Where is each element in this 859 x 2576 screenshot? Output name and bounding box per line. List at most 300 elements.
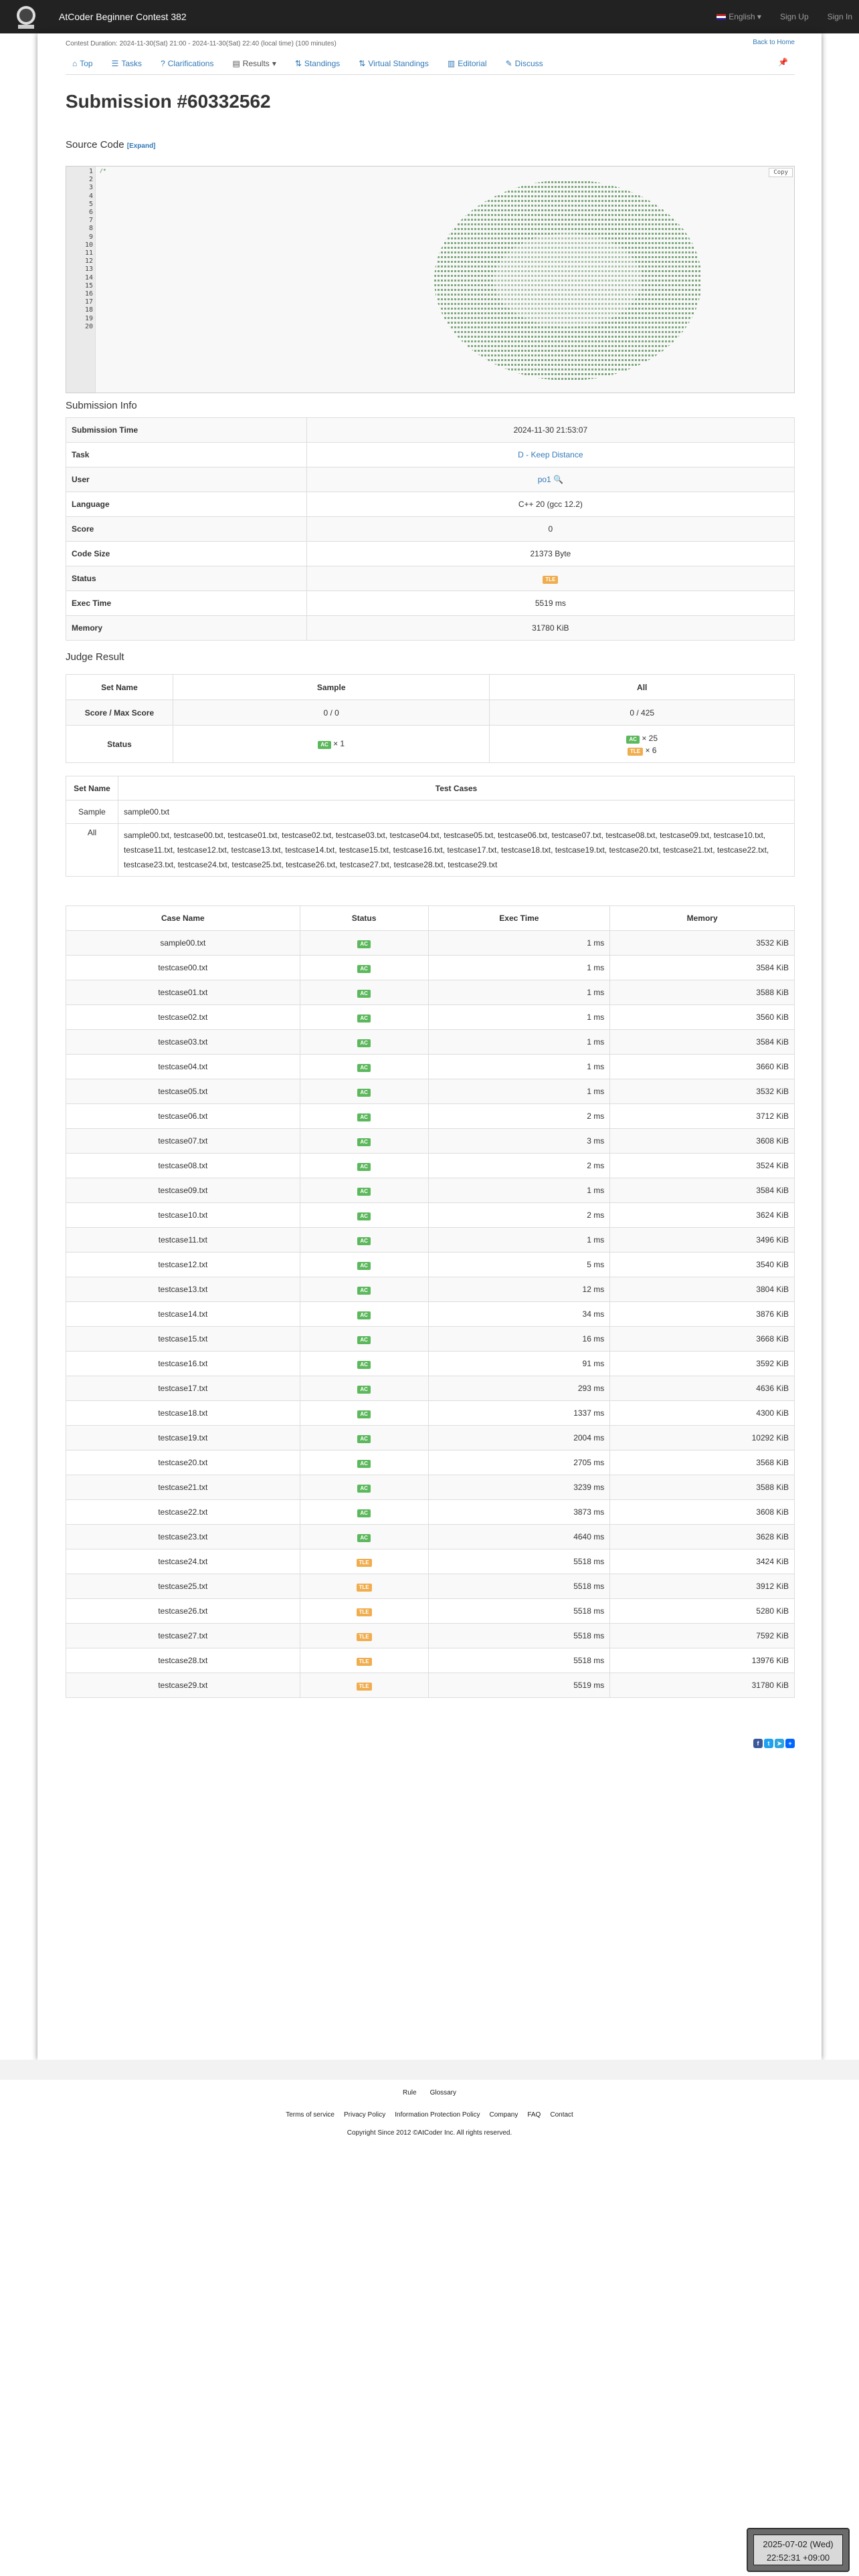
set-name-sample: Sample (66, 800, 118, 824)
case-memory: 3668 KiB (610, 1327, 795, 1352)
status-badge: AC (357, 1064, 371, 1072)
case-exec-time: 1 ms (428, 1030, 610, 1055)
case-status-cell (300, 1475, 428, 1500)
line-number: 7 (88, 217, 93, 225)
case-name: testcase12.txt (66, 1253, 300, 1277)
line-number: 18 (84, 306, 93, 314)
clock-date: 2025-07-02 (Wed) (763, 2539, 834, 2549)
table-row (66, 1327, 795, 1352)
case-status-cell (300, 1451, 428, 1475)
info-key: Score (66, 517, 307, 542)
standings-icon: ⇅ (294, 58, 302, 68)
case-status-cell (300, 1055, 428, 1079)
status-badge: AC (357, 1534, 371, 1542)
col-status: Status (300, 906, 428, 931)
case-name: testcase10.txt (66, 1203, 300, 1228)
info-row (66, 443, 795, 467)
case-name: testcase11.txt (66, 1228, 300, 1253)
case-memory: 3624 KiB (610, 1203, 795, 1228)
case-memory: 5280 KiB (610, 1599, 795, 1624)
submission-info-table (66, 417, 795, 641)
footer-link-info-protection[interactable]: Information Protection Policy (395, 2111, 480, 2119)
share-buttons (753, 1739, 795, 1748)
case-exec-time: 4640 ms (428, 1525, 610, 1549)
case-status-cell (300, 1253, 428, 1277)
table-row (66, 1673, 795, 1698)
case-memory: 7592 KiB (610, 1624, 795, 1648)
main-panel (37, 33, 822, 2060)
info-row (66, 517, 795, 542)
case-status-cell (300, 1599, 428, 1624)
language-selector[interactable]: English ▾ (717, 12, 761, 21)
table-row (66, 980, 795, 1005)
memory-value: 31780 KiB (306, 616, 794, 641)
case-name: testcase03.txt (66, 1030, 300, 1055)
ac-badge: AC (318, 741, 331, 749)
case-exec-time: 5518 ms (428, 1599, 610, 1624)
set-name-header: Set Name (66, 675, 173, 700)
case-exec-time: 5518 ms (428, 1574, 610, 1599)
case-exec-time: 1 ms (428, 1228, 610, 1253)
line-number: 13 (84, 265, 93, 274)
line-number: 17 (84, 298, 93, 306)
line-number: 1 (88, 168, 93, 175)
case-status-cell (300, 1376, 428, 1401)
search-icon[interactable]: 🔍 (553, 475, 564, 484)
case-exec-time: 1 ms (428, 1079, 610, 1104)
case-memory: 4636 KiB (610, 1376, 795, 1401)
sample-ac-count: × 1 (333, 739, 345, 748)
home-icon: ⌂ (72, 58, 78, 68)
status-badge: TLE (357, 1559, 372, 1567)
case-status-cell (300, 1302, 428, 1327)
tab-editorial[interactable]: ▥ Editorial (447, 58, 487, 68)
table-row (66, 1525, 795, 1549)
table-row (66, 1599, 795, 1624)
expand-link[interactable]: [Expand] (126, 142, 156, 150)
info-row (66, 418, 795, 443)
case-memory: 4300 KiB (610, 1401, 795, 1426)
case-status-cell (300, 1079, 428, 1104)
table-row (66, 1005, 795, 1030)
footer-band (0, 2060, 859, 2080)
case-name: testcase23.txt (66, 1525, 300, 1549)
submission-info-heading: Submission Info (66, 400, 137, 411)
case-name: testcase28.txt (66, 1648, 300, 1673)
case-name: testcase06.txt (66, 1104, 300, 1129)
case-name: testcase07.txt (66, 1129, 300, 1154)
line-number: 19 (84, 314, 93, 322)
case-exec-time: 1 ms (428, 1178, 610, 1203)
info-row (66, 566, 795, 591)
case-memory: 3660 KiB (610, 1055, 795, 1079)
line-number: 16 (84, 290, 93, 298)
case-memory: 3804 KiB (610, 1277, 795, 1302)
info-key: Submission Time (66, 418, 307, 443)
status-badge: AC (357, 990, 371, 998)
case-exec-time: 2 ms (428, 1154, 610, 1178)
case-name: testcase22.txt (66, 1500, 300, 1525)
status-badge: TLE (357, 1633, 372, 1641)
sample-header: Sample (173, 675, 490, 700)
status-badge: AC (357, 1509, 371, 1517)
status-badge: AC (357, 1188, 371, 1196)
case-name: testcase17.txt (66, 1376, 300, 1401)
status-badge: AC (357, 1089, 371, 1097)
info-row (66, 616, 795, 641)
status-badge: TLE (357, 1658, 372, 1666)
case-exec-time: 5519 ms (428, 1673, 610, 1698)
status-badge: TLE (543, 576, 558, 584)
table-row (66, 1500, 795, 1525)
case-memory: 3584 KiB (610, 1178, 795, 1203)
table-row (66, 1203, 795, 1228)
footer-link-contact[interactable]: Contact (550, 2111, 573, 2119)
case-name: testcase01.txt (66, 980, 300, 1005)
case-exec-time: 2 ms (428, 1104, 610, 1129)
case-memory: 3588 KiB (610, 1475, 795, 1500)
footer-link-rule[interactable]: Rule (402, 2089, 417, 2097)
table-row (66, 1648, 795, 1673)
status-badge: AC (357, 1361, 371, 1369)
case-status-cell (300, 931, 428, 956)
status-badge: AC (357, 1287, 371, 1295)
facebook-share-icon[interactable]: f (753, 1739, 763, 1748)
copyright: Copyright Since 2012 ©AtCoder Inc. All rights reserved. (347, 2129, 512, 2137)
case-memory: 3560 KiB (610, 1005, 795, 1030)
case-memory: 3568 KiB (610, 1451, 795, 1475)
status-badge: AC (357, 1262, 371, 1270)
case-exec-time: 16 ms (428, 1327, 610, 1352)
case-exec-time: 3873 ms (428, 1500, 610, 1525)
status-badge: AC (357, 1485, 371, 1493)
status-badge: AC (357, 1163, 371, 1171)
info-key: Code Size (66, 542, 307, 566)
info-row (66, 467, 795, 492)
case-memory: 3524 KiB (610, 1154, 795, 1178)
table-row (66, 1302, 795, 1327)
case-status-cell (300, 1426, 428, 1451)
case-name: testcase02.txt (66, 1005, 300, 1030)
case-memory: 10292 KiB (610, 1426, 795, 1451)
case-memory: 3876 KiB (610, 1302, 795, 1327)
score-label: Score / Max Score (66, 700, 173, 726)
table-row (66, 956, 795, 980)
sample-case-list: sample00.txt (118, 800, 795, 824)
case-memory: 3628 KiB (610, 1525, 795, 1549)
line-number: 15 (84, 282, 93, 290)
source-code-heading: Source Code (66, 139, 124, 150)
case-memory: 3608 KiB (610, 1500, 795, 1525)
table-row (66, 1426, 795, 1451)
pin-icon[interactable]: 📌 (778, 58, 788, 67)
case-memory: 3496 KiB (610, 1228, 795, 1253)
case-exec-time: 293 ms (428, 1376, 610, 1401)
copy-button[interactable]: Copy (769, 168, 793, 177)
judge-result-heading: Judge Result (66, 651, 124, 663)
info-row (66, 542, 795, 566)
status-badge: AC (357, 965, 371, 973)
test-cases-table (66, 905, 795, 1698)
status-badge: AC (357, 1014, 371, 1023)
line-number: 8 (88, 225, 93, 233)
tab-virtual-standings[interactable]: ⇅ Virtual Standings (359, 58, 429, 68)
source-code-viewer[interactable] (66, 166, 795, 393)
table-row (66, 931, 795, 956)
footer-link-privacy[interactable]: Privacy Policy (343, 2111, 386, 2119)
line-number: 5 (88, 200, 93, 208)
case-status-cell (300, 1154, 428, 1178)
all-ac-count: × 25 (642, 733, 658, 743)
case-status-cell (300, 1005, 428, 1030)
status-badge: AC (357, 1311, 371, 1319)
test-sets-table (66, 776, 795, 877)
case-status-cell (300, 1401, 428, 1426)
sign-up-link[interactable]: Sign Up (779, 12, 809, 21)
case-exec-time: 5518 ms (428, 1648, 610, 1673)
ascii-art-graphic (427, 180, 708, 393)
info-row (66, 492, 795, 517)
case-status-cell (300, 1500, 428, 1525)
task-link[interactable]: D - Keep Distance (518, 450, 583, 459)
table-row (66, 1228, 795, 1253)
code-size-value: 21373 Byte (306, 542, 794, 566)
case-status-cell (300, 1624, 428, 1648)
fixed-clock (747, 2528, 850, 2572)
case-status-cell (300, 1129, 428, 1154)
line-number: 20 (84, 322, 93, 330)
standings-icon: ⇅ (359, 58, 366, 68)
language-value: C++ 20 (gcc 12.2) (306, 492, 794, 517)
table-row (66, 1549, 795, 1574)
status-badge: AC (357, 1113, 371, 1121)
case-name: testcase27.txt (66, 1624, 300, 1648)
line-number: 10 (84, 241, 93, 249)
case-status-cell (300, 1574, 428, 1599)
case-status-cell (300, 1178, 428, 1203)
case-exec-time: 3239 ms (428, 1475, 610, 1500)
case-status-cell (300, 1277, 428, 1302)
case-memory: 13976 KiB (610, 1648, 795, 1673)
case-exec-time: 1337 ms (428, 1401, 610, 1426)
line-number: 11 (84, 249, 93, 257)
case-memory: 3588 KiB (610, 980, 795, 1005)
all-score: 0 / 425 (490, 700, 795, 726)
case-status-cell (300, 1549, 428, 1574)
table-row (66, 1376, 795, 1401)
all-header: All (490, 675, 795, 700)
col-exec-time: Exec Time (428, 906, 610, 931)
case-status-cell (300, 1673, 428, 1698)
case-memory: 3424 KiB (610, 1549, 795, 1574)
case-memory: 3584 KiB (610, 1030, 795, 1055)
case-name: testcase16.txt (66, 1352, 300, 1376)
line-number: 12 (84, 257, 93, 265)
contest-brand[interactable]: AtCoder Beginner Contest 382 (59, 11, 187, 22)
case-status-cell (300, 980, 428, 1005)
info-key: Exec Time (66, 591, 307, 616)
score-value: 0 (306, 517, 794, 542)
footer-link-glossary[interactable]: Glossary (430, 2089, 457, 2097)
info-key: Task (66, 443, 307, 467)
col-case-name: Case Name (66, 906, 300, 931)
case-memory: 3608 KiB (610, 1129, 795, 1154)
case-exec-time: 12 ms (428, 1277, 610, 1302)
info-key: Memory (66, 616, 307, 641)
tab-tasks[interactable]: ☰ Tasks (111, 58, 142, 68)
exec-time-value: 5519 ms (306, 591, 794, 616)
set-name-all: All (66, 824, 118, 877)
table-row (66, 1079, 795, 1104)
question-icon: ? (161, 58, 165, 68)
case-status-cell (300, 1327, 428, 1352)
status-badge: AC (357, 1410, 371, 1418)
case-exec-time: 2 ms (428, 1203, 610, 1228)
case-memory: 31780 KiB (610, 1673, 795, 1698)
line-number: 6 (88, 209, 93, 216)
case-name: testcase13.txt (66, 1277, 300, 1302)
case-memory: 3912 KiB (610, 1574, 795, 1599)
editorial-icon: ▥ (447, 58, 456, 68)
case-name: testcase21.txt (66, 1475, 300, 1500)
case-name: testcase20.txt (66, 1451, 300, 1475)
add-share-icon[interactable]: + (785, 1739, 795, 1748)
case-name: testcase19.txt (66, 1426, 300, 1451)
case-exec-time: 1 ms (428, 956, 610, 980)
case-name: testcase24.txt (66, 1549, 300, 1574)
status-badge: AC (357, 1435, 371, 1443)
case-name: testcase08.txt (66, 1154, 300, 1178)
case-name: testcase05.txt (66, 1079, 300, 1104)
case-exec-time: 3 ms (428, 1129, 610, 1154)
case-memory: 3592 KiB (610, 1352, 795, 1376)
footer-link-company[interactable]: Company (489, 2111, 518, 2119)
tle-badge: TLE (628, 748, 643, 756)
table-row (66, 1104, 795, 1129)
case-exec-time: 91 ms (428, 1352, 610, 1376)
status-badge: AC (357, 1039, 371, 1047)
tab-clarifications[interactable]: ? Clarifications (161, 58, 214, 68)
table-row (66, 1154, 795, 1178)
status-badge: TLE (357, 1683, 372, 1691)
status-badge: AC (357, 1237, 371, 1245)
tab-results[interactable]: ▤ Results ▾ (232, 58, 276, 68)
table-row (66, 1253, 795, 1277)
sets-col-test-cases: Test Cases (118, 776, 795, 800)
case-memory: 3532 KiB (610, 931, 795, 956)
atcoder-logo-icon (11, 2, 41, 31)
case-exec-time: 1 ms (428, 1055, 610, 1079)
case-status-cell (300, 1203, 428, 1228)
case-exec-time: 2004 ms (428, 1426, 610, 1451)
case-status-cell (300, 1104, 428, 1129)
line-number: 9 (88, 233, 93, 241)
uk-flag-icon (717, 14, 726, 20)
case-exec-time: 2705 ms (428, 1451, 610, 1475)
sample-score: 0 / 0 (173, 700, 490, 726)
table-row (66, 1352, 795, 1376)
case-status-cell (300, 1525, 428, 1549)
case-name: sample00.txt (66, 931, 300, 956)
case-exec-time: 5518 ms (428, 1549, 610, 1574)
status-badge: AC (357, 1336, 371, 1344)
all-case-list: sample00.txt, testcase00.txt, testcase01.txt, testcase02.txt, testcase03.txt, testcase04.txt, testcase05.txt, testcase06.txt, testcase07.txt, testcase08.txt, testcase09.txt, testcase10.txt, testcase11.txt, testcase12.txt, testcase13.txt, testcase14.txt, testcase15.txt, testcase16.txt, testcase17.txt, testcase18.txt, testcase19.txt, testcase20.txt, testcase21.txt, testcase22.txt, testcase23.txt, testcase24.txt, testcase25.txt, testcase26.txt, testcase27.txt, testcase28.txt, testcase29.txt (118, 824, 795, 877)
twitter-share-icon[interactable]: t (764, 1739, 773, 1748)
line-number: 2 (88, 176, 93, 184)
page-title: Submission #60332562 (66, 91, 271, 112)
case-name: testcase04.txt (66, 1055, 300, 1079)
test-cases-body (66, 931, 795, 1698)
ac-badge: AC (626, 736, 640, 744)
case-name: testcase26.txt (66, 1599, 300, 1624)
user-link[interactable]: po1 (537, 475, 551, 484)
tab-standings[interactable]: ⇅ Standings (294, 58, 341, 68)
case-name: testcase29.txt (66, 1673, 300, 1698)
case-memory: 3540 KiB (610, 1253, 795, 1277)
case-exec-time: 1 ms (428, 931, 610, 956)
status-badge: AC (357, 940, 371, 948)
top-navbar (0, 0, 859, 33)
case-exec-time: 34 ms (428, 1302, 610, 1327)
table-row (66, 1624, 795, 1648)
case-name: testcase15.txt (66, 1327, 300, 1352)
status-badge: AC (357, 1212, 371, 1220)
table-row (66, 1030, 795, 1055)
footer-link-terms[interactable]: Terms of service (286, 2111, 335, 2119)
info-key: Language (66, 492, 307, 517)
all-tle-count: × 6 (645, 745, 657, 755)
sign-in-link[interactable]: Sign In (827, 12, 852, 21)
case-status-cell (300, 1228, 428, 1253)
status-badge: AC (357, 1460, 371, 1468)
contest-nav (66, 52, 795, 75)
info-key: Status (66, 566, 307, 591)
code-line: /* (100, 168, 106, 174)
atcoder-logo[interactable] (9, 1, 43, 33)
case-memory: 3712 KiB (610, 1104, 795, 1129)
table-row (66, 1401, 795, 1426)
info-key: User (66, 467, 307, 492)
case-status-cell (300, 1352, 428, 1376)
case-exec-time: 1 ms (428, 980, 610, 1005)
language-label: English (729, 12, 755, 21)
list-icon: ☰ (111, 58, 119, 68)
col-memory: Memory (610, 906, 795, 931)
case-name: testcase09.txt (66, 1178, 300, 1203)
case-name: testcase14.txt (66, 1302, 300, 1327)
case-status-cell (300, 1648, 428, 1673)
info-row (66, 591, 795, 616)
status-label: Status (66, 726, 173, 763)
status-badge: AC (357, 1138, 371, 1146)
case-name: testcase18.txt (66, 1401, 300, 1426)
tab-top[interactable]: ⌂ Top (72, 58, 93, 68)
footer-link-faq[interactable]: FAQ (527, 2111, 541, 2119)
table-row (66, 1574, 795, 1599)
case-exec-time: 5 ms (428, 1253, 610, 1277)
table-row (66, 1277, 795, 1302)
table-row (66, 1129, 795, 1154)
tab-discuss[interactable]: ✎ Discuss (505, 58, 543, 68)
footer (0, 2089, 859, 2137)
submission-time: 2024-11-30 21:53:07 (306, 418, 794, 443)
line-number: 4 (88, 192, 93, 200)
case-status-cell (300, 1030, 428, 1055)
line-number: 14 (84, 274, 93, 282)
back-to-home-link[interactable]: Back to Home (753, 39, 795, 46)
table-row (66, 1178, 795, 1203)
telegram-share-icon[interactable]: ➤ (775, 1739, 784, 1748)
